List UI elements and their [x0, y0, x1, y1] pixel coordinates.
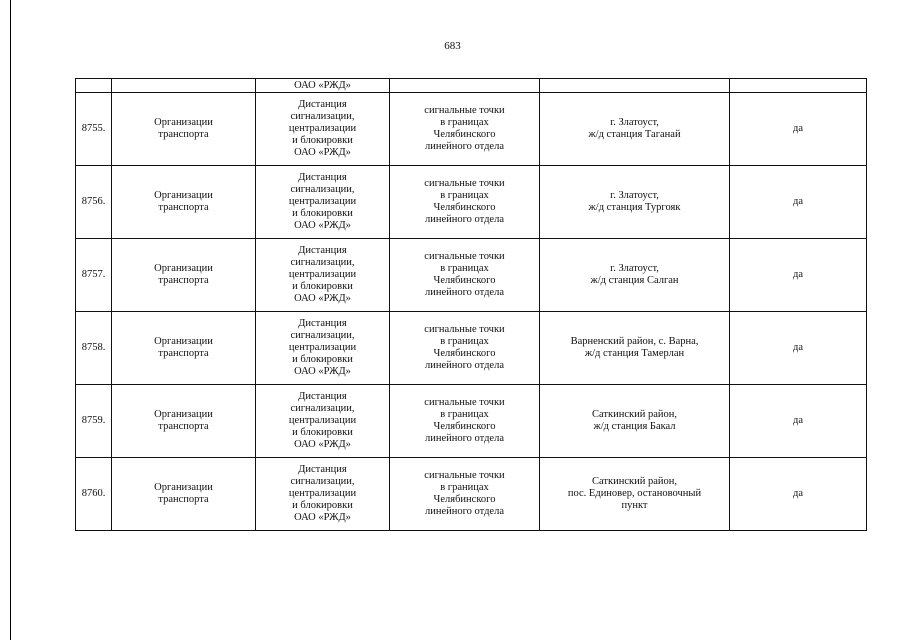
row-number-cell: 8758.: [76, 312, 112, 385]
object-cell: [390, 79, 540, 93]
category-cell: Организации транспорта: [112, 312, 256, 385]
organization-cell: Дистанция сигнализации, централизации и блокировки ОАО «РЖД»: [256, 312, 390, 385]
table-continuation-row: [76, 79, 867, 93]
object-cell: сигнальные точки в границах Челябинского линейного отдела: [390, 385, 540, 458]
organization-cell: ОАО «РЖД»: [256, 79, 390, 93]
page-number: 683: [444, 40, 461, 52]
address-cell: Саткинский район, ж/д станция Бакал: [540, 385, 730, 458]
row-number-cell: 8759.: [76, 385, 112, 458]
row-number-cell: 8756.: [76, 166, 112, 239]
category-cell: Организации транспорта: [112, 166, 256, 239]
organization-cell: Дистанция сигнализации, централизации и блокировки ОАО «РЖД»: [256, 93, 390, 166]
address-cell: г. Златоуст, ж/д станция Салган: [540, 239, 730, 312]
flag-cell: да: [730, 239, 867, 312]
flag-cell: да: [730, 385, 867, 458]
category-cell: Организации транспорта: [112, 385, 256, 458]
address-cell: г. Златоуст, ж/д станция Таганай: [540, 93, 730, 166]
organization-cell: Дистанция сигнализации, централизации и блокировки ОАО «РЖД»: [256, 166, 390, 239]
table-row: [76, 93, 867, 166]
registry-table: [75, 78, 867, 531]
row-number-cell: 8760.: [76, 458, 112, 531]
table-row: [76, 385, 867, 458]
table-row: [76, 458, 867, 531]
flag-cell: да: [730, 312, 867, 385]
object-cell: сигнальные точки в границах Челябинского линейного отдела: [390, 312, 540, 385]
organization-cell: Дистанция сигнализации, централизации и блокировки ОАО «РЖД»: [256, 239, 390, 312]
address-cell: г. Златоуст, ж/д станция Тургояк: [540, 166, 730, 239]
object-cell: сигнальные точки в границах Челябинского линейного отдела: [390, 93, 540, 166]
address-cell: [540, 79, 730, 93]
category-cell: [112, 79, 256, 93]
table-row: [76, 239, 867, 312]
organization-cell: Дистанция сигнализации, централизации и блокировки ОАО «РЖД»: [256, 385, 390, 458]
address-cell: Саткинский район, пос. Единовер, остановочный пункт: [540, 458, 730, 531]
row-number-cell: 8755.: [76, 93, 112, 166]
flag-cell: да: [730, 166, 867, 239]
row-number-cell: 8757.: [76, 239, 112, 312]
category-cell: Организации транспорта: [112, 458, 256, 531]
row-number-cell: [76, 79, 112, 93]
flag-cell: да: [730, 458, 867, 531]
flag-cell: [730, 79, 867, 93]
table-row: [76, 166, 867, 239]
category-cell: Организации транспорта: [112, 239, 256, 312]
flag-cell: да: [730, 93, 867, 166]
object-cell: сигнальные точки в границах Челябинского линейного отдела: [390, 239, 540, 312]
organization-cell: Дистанция сигнализации, централизации и блокировки ОАО «РЖД»: [256, 458, 390, 531]
table-row: [76, 312, 867, 385]
category-cell: Организации транспорта: [112, 93, 256, 166]
object-cell: сигнальные точки в границах Челябинского линейного отдела: [390, 458, 540, 531]
address-cell: Варненский район, с. Варна, ж/д станция Тамерлан: [540, 312, 730, 385]
object-cell: сигнальные точки в границах Челябинского линейного отдела: [390, 166, 540, 239]
scan-left-edge-line: [10, 0, 11, 640]
